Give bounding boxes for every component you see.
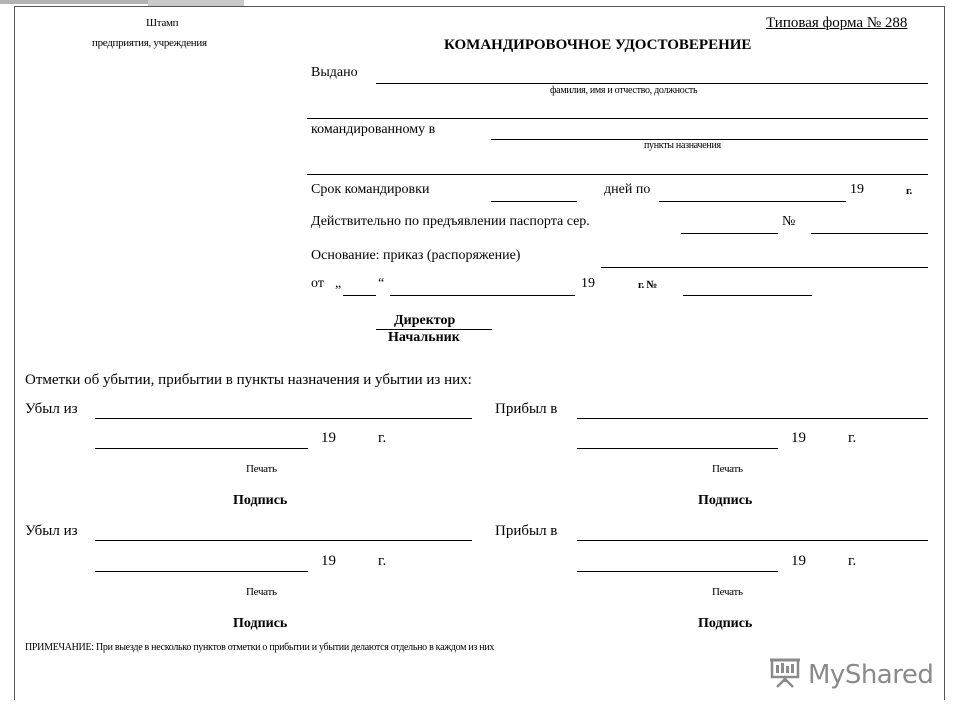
departed-line bbox=[95, 418, 472, 419]
departed-year-prefix: 19 bbox=[321, 553, 336, 569]
from-year-suffix: г. № bbox=[638, 279, 658, 291]
departed-date-line bbox=[95, 448, 308, 449]
arrived-year-prefix: 19 bbox=[791, 553, 806, 569]
stamp-sublabel: предприятия, учреждения bbox=[92, 37, 207, 49]
signature-label: Подпись bbox=[233, 616, 288, 631]
arrived-date-line bbox=[577, 448, 778, 449]
issued-hint: фамилия, имя и отчество, должность bbox=[550, 85, 698, 96]
window-strip bbox=[0, 0, 148, 4]
departed-year-prefix: 19 bbox=[321, 430, 336, 446]
issued-line-2 bbox=[307, 118, 928, 119]
term-days-line bbox=[491, 201, 577, 202]
signature-label: Подпись bbox=[698, 493, 753, 508]
presentation-board-icon bbox=[768, 657, 802, 694]
arrived-date-line bbox=[577, 571, 778, 572]
seal-label: Печать bbox=[712, 586, 743, 598]
destination-line-2 bbox=[307, 174, 928, 175]
marks-heading: Отметки об убытии, прибытии в пункты назначения и убытии из них: bbox=[25, 372, 472, 388]
chief-label: Начальник bbox=[388, 330, 460, 345]
watermark-logo bbox=[768, 658, 933, 692]
signature-label: Подпись bbox=[233, 493, 288, 508]
passport-label: Действительно по предъявлении паспорта сер. bbox=[311, 214, 590, 229]
frame-border bbox=[14, 6, 15, 700]
term-year-suffix: г. bbox=[906, 185, 912, 197]
destination-hint: пункты назначения bbox=[644, 140, 721, 151]
stamp-label: Штамп bbox=[146, 17, 179, 29]
frame-border bbox=[14, 6, 945, 7]
watermark-text: MyShared bbox=[808, 660, 934, 690]
arrived-year-prefix: 19 bbox=[791, 430, 806, 446]
passport-number-sign: № bbox=[782, 214, 796, 229]
director-label: Директор bbox=[394, 313, 456, 328]
days-label: дней по bbox=[604, 182, 651, 197]
issued-line bbox=[376, 83, 928, 84]
arrived-year-suffix: г. bbox=[848, 553, 857, 569]
arrived-label: Прибыл в bbox=[495, 523, 558, 539]
open-quote: „ bbox=[335, 276, 342, 291]
from-year-prefix: 19 bbox=[581, 276, 595, 291]
departed-year-suffix: г. bbox=[378, 430, 387, 446]
seal-label: Печать bbox=[246, 586, 277, 598]
arrived-line bbox=[577, 540, 928, 541]
term-year-prefix: 19 bbox=[850, 182, 864, 197]
document-title: КОМАНДИРОВОЧНОЕ УДОСТОВЕРЕНИЕ bbox=[444, 37, 752, 53]
passport-number-line bbox=[811, 233, 928, 234]
term-date-line bbox=[659, 201, 846, 202]
order-number-line bbox=[683, 295, 812, 296]
from-day-line bbox=[343, 295, 376, 296]
footnote: ПРИМЕЧАНИЕ: При выезде в несколько пунктов отметки о прибытии и убытии делаются отдельно в каждом из них bbox=[25, 642, 495, 653]
seal-label: Печать bbox=[712, 463, 743, 475]
departed-line bbox=[95, 540, 472, 541]
signature-label: Подпись bbox=[698, 616, 753, 631]
departed-date-line bbox=[95, 571, 308, 572]
frame-border bbox=[944, 6, 945, 700]
from-label: от bbox=[311, 276, 324, 291]
seal-label: Печать bbox=[246, 463, 277, 475]
departed-year-suffix: г. bbox=[378, 553, 387, 569]
arrived-year-suffix: г. bbox=[848, 430, 857, 446]
term-label: Срок командировки bbox=[311, 182, 430, 197]
arrived-line bbox=[577, 418, 928, 419]
basis-line bbox=[601, 267, 928, 268]
departed-label: Убыл из bbox=[25, 523, 78, 539]
passport-series-line bbox=[681, 233, 778, 234]
departed-label: Убыл из bbox=[25, 401, 78, 417]
arrived-label: Прибыл в bbox=[495, 401, 558, 417]
close-quote: “ bbox=[378, 276, 385, 291]
sent-label: командированному в bbox=[311, 122, 436, 137]
from-month-line bbox=[390, 295, 575, 296]
form-number: Типовая форма № 288 bbox=[766, 15, 908, 31]
issued-label: Выдано bbox=[311, 65, 358, 80]
basis-label: Основание: приказ (распоряжение) bbox=[311, 248, 521, 263]
